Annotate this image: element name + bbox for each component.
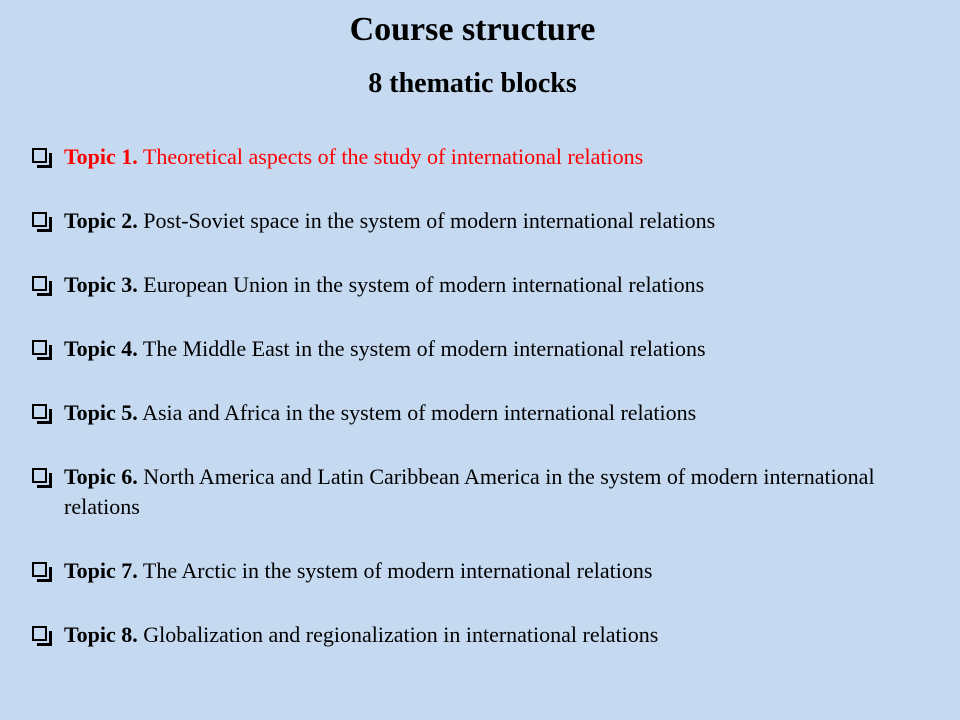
topic-item-7 xyxy=(30,556,935,586)
checkbox-bullet-icon xyxy=(32,148,47,163)
topic-item-3 xyxy=(30,270,935,300)
topic-text: The Middle East in the system of modern international relations xyxy=(137,336,706,361)
topic-text: Globalization and regionalization in international relations xyxy=(137,622,659,647)
topic-text: North America and Latin Caribbean America in the system of modern international relations xyxy=(64,464,875,519)
topic-item-1 xyxy=(30,142,935,172)
checkbox-bullet-icon xyxy=(32,340,47,355)
checkbox-bullet-icon xyxy=(32,212,47,227)
checkbox-bullet-icon xyxy=(32,276,47,291)
topic-text: The Arctic in the system of modern international relations xyxy=(137,558,653,583)
topic-number: Topic 7. xyxy=(64,558,138,583)
checkbox-bullet-icon xyxy=(32,468,47,483)
checkbox-bullet-icon xyxy=(32,404,47,419)
topic-number: Topic 6. xyxy=(64,464,138,489)
topic-text: European Union in the system of modern international relations xyxy=(137,272,705,297)
topic-number: Topic 4. xyxy=(64,336,138,361)
topic-text: Theoretical aspects of the study of international relations xyxy=(137,144,644,169)
topic-item-4 xyxy=(30,334,935,364)
checkbox-bullet-icon xyxy=(32,562,47,577)
topic-number: Topic 2. xyxy=(64,208,138,233)
topic-number: Topic 5. xyxy=(64,400,138,425)
topic-list xyxy=(30,142,935,684)
topic-item-8 xyxy=(30,620,935,650)
topic-item-5 xyxy=(30,398,935,428)
topic-number: Topic 1. xyxy=(64,144,138,169)
topic-item-2 xyxy=(30,206,935,236)
topic-item-6 xyxy=(30,462,935,522)
slide-title: Course structure xyxy=(349,11,596,48)
topic-text: Post-Soviet space in the system of modern international relations xyxy=(137,208,716,233)
topic-text: Asia and Africa in the system of modern international relations xyxy=(137,400,697,425)
checkbox-bullet-icon xyxy=(32,626,47,641)
topic-number: Topic 8. xyxy=(64,622,138,647)
topic-number: Topic 3. xyxy=(64,272,138,297)
slide-subtitle: 8 thematic blocks xyxy=(368,68,577,99)
